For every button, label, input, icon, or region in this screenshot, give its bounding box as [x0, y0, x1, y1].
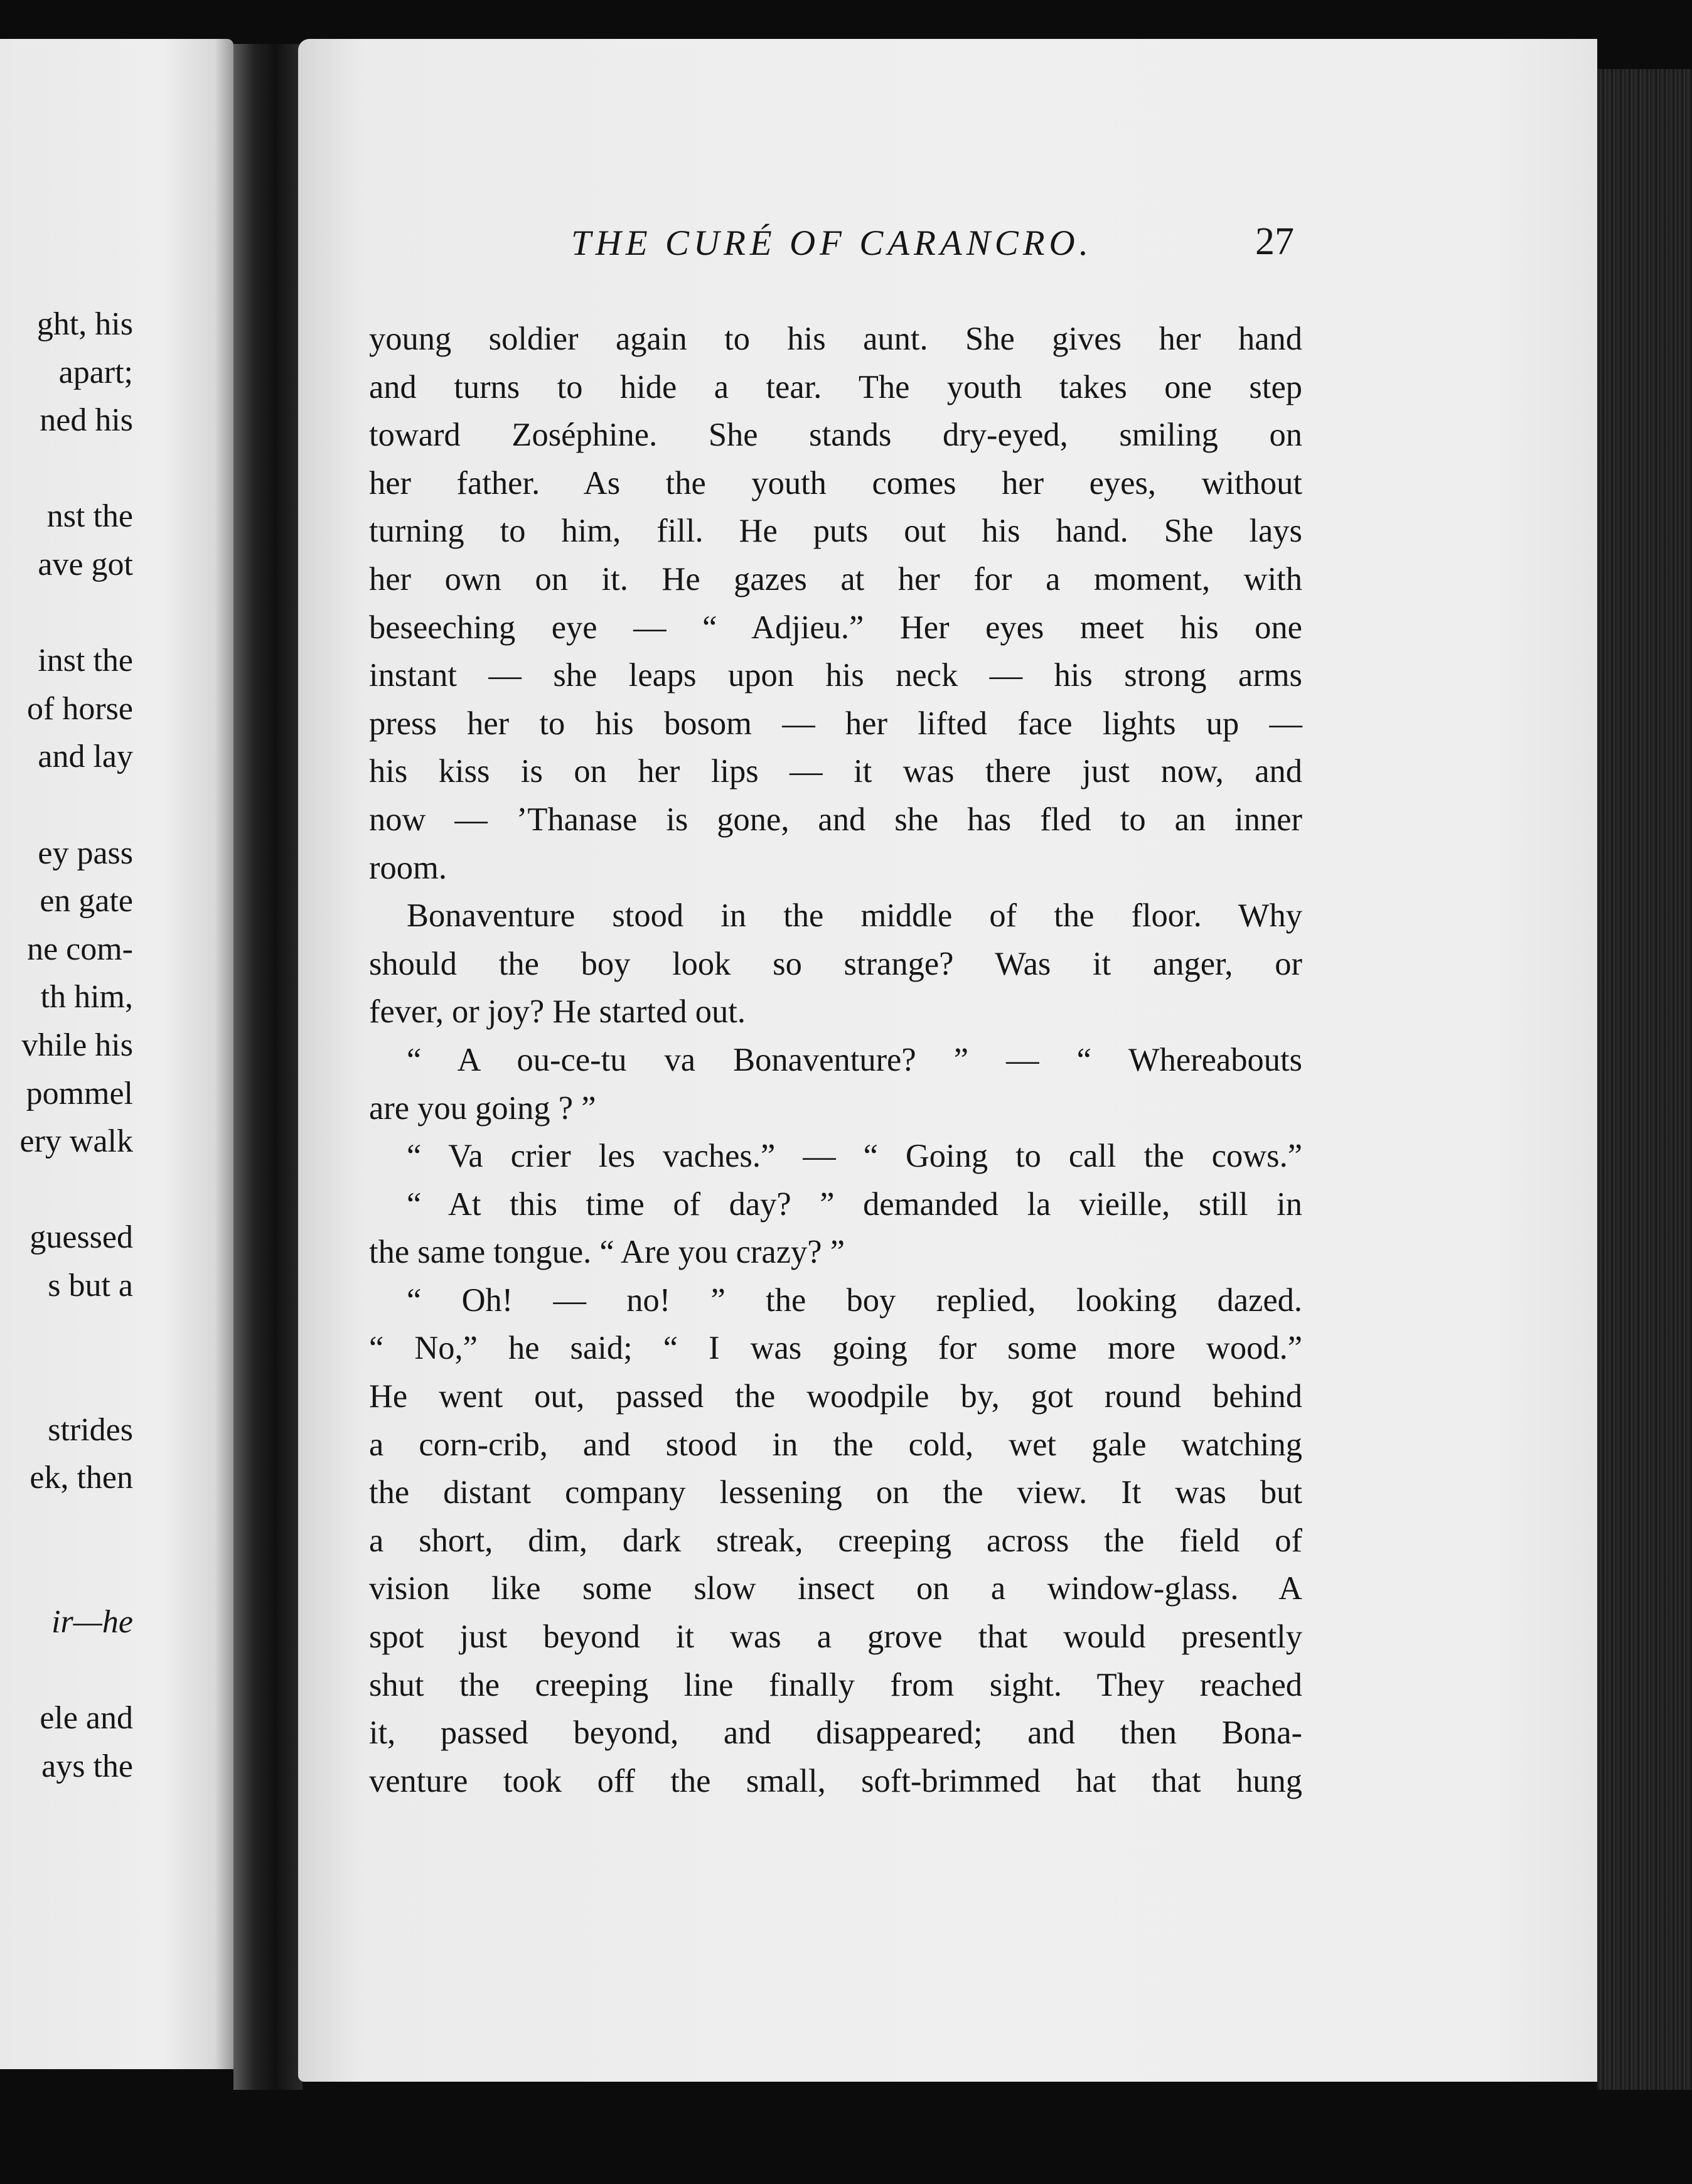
- left-page-line: vhile his: [21, 1027, 133, 1063]
- left-page-line: and lay: [38, 739, 133, 775]
- text-line: fever, or joy? He started out.: [369, 993, 746, 1030]
- text-line: instant — she leaps upon his neck — his strong arms: [369, 657, 1302, 694]
- text-line: it, passed beyond, and disappeared; and then Bona-: [369, 1715, 1302, 1752]
- text-line: her own on it. He gazes at her for a moment, with: [369, 560, 1302, 597]
- text-line: “ No,” he said; “ I was going for some more wood.”: [369, 1330, 1302, 1367]
- left-page-line: ays the: [41, 1748, 133, 1784]
- text-line: are you going ? ”: [369, 1089, 596, 1127]
- left-page-line: of horse: [27, 690, 133, 727]
- left-page-line: ave got: [38, 547, 133, 582]
- left-page-line: nst the: [46, 498, 133, 535]
- text-line: the same tongue. “ Are you crazy? ”: [369, 1234, 845, 1271]
- text-line: press her to his bosom — her lifted face lights up —: [369, 705, 1302, 742]
- text-line: “ Va crier les vaches.” — “ Going to call the cows.”: [407, 1138, 1302, 1175]
- text-line: young soldier again to his aunt. She gives her hand: [369, 321, 1302, 357]
- text-line: room.: [369, 849, 447, 886]
- left-page-line: guessed: [29, 1219, 133, 1256]
- left-page-line: apart;: [58, 354, 133, 390]
- body-text: [369, 315, 1302, 1805]
- text-line: venture took off the small, soft-brimmed hat that hung: [369, 1762, 1302, 1799]
- left-page-line: ery walk: [19, 1123, 133, 1160]
- left-page-line: ek, then: [29, 1460, 133, 1496]
- text-line: “ Oh! — no! ” the boy replied, looking dazed.: [407, 1282, 1302, 1319]
- book-gutter: [233, 44, 303, 2090]
- page-edges: [1597, 69, 1692, 2090]
- text-line: Bonaventure stood in the middle of the floor. Why: [407, 897, 1302, 934]
- page-number: 27: [1255, 220, 1294, 263]
- text-line: spot just beyond it was a grove that would presently: [369, 1619, 1302, 1656]
- text-line: his kiss is on her lips — it was there just now, and: [369, 753, 1302, 790]
- left-page-line: strides: [48, 1411, 133, 1448]
- text-line: now — ’Thanase is gone, and she has fled to an inner: [369, 801, 1302, 838]
- text-line: He went out, passed the woodpile by, got round behind: [369, 1378, 1302, 1415]
- text-line: toward Zoséphine. She stands dry-eyed, smiling on: [369, 417, 1302, 454]
- left-page-line: ele and: [40, 1700, 133, 1737]
- text-line: vision like some slow insect on a window-glass. A: [369, 1570, 1302, 1607]
- left-page-line: ey pass: [38, 835, 133, 871]
- text-line: beseeching eye — “ Adjieu.” Her eyes meet his one: [369, 609, 1302, 646]
- text-line: shut the creeping line finally from sight. They reached: [369, 1666, 1302, 1703]
- left-page-line: ne com-: [27, 931, 133, 967]
- left-page-line: ght, his: [36, 306, 133, 342]
- running-head: THE CURÉ OF CARANCRO.: [571, 223, 1093, 263]
- text-line: the distant company lessening on the view. It was but: [369, 1474, 1302, 1511]
- left-page-line: th him,: [40, 979, 133, 1015]
- text-line: her father. As the youth comes her eyes, without: [369, 464, 1302, 501]
- left-page-line: s but a: [48, 1268, 133, 1303]
- text-line: and turns to hide a tear. The youth takes one step: [369, 368, 1302, 405]
- text-line: “ At this time of day? ” demanded la vieille, still in: [407, 1186, 1302, 1223]
- left-page-line: pommel: [26, 1075, 133, 1111]
- text-line: “ A ou-ce-tu va Bonaventure? ” — “ Whereabouts: [407, 1041, 1302, 1078]
- left-page-line: en gate: [40, 883, 133, 919]
- text-line: should the boy look so strange? Was it anger, or: [369, 945, 1302, 982]
- left-facing-page: [0, 39, 233, 2069]
- text-line: turning to him, fill. He puts out his hand. She lays: [369, 513, 1302, 550]
- left-page-line: ir—he: [51, 1604, 133, 1641]
- text-line: a short, dim, dark streak, creeping across the field of: [369, 1522, 1302, 1559]
- left-page-line: ned his: [40, 402, 133, 439]
- text-line: a corn-crib, and stood in the cold, wet gale watching: [369, 1426, 1302, 1463]
- left-page-line: inst the: [38, 643, 133, 679]
